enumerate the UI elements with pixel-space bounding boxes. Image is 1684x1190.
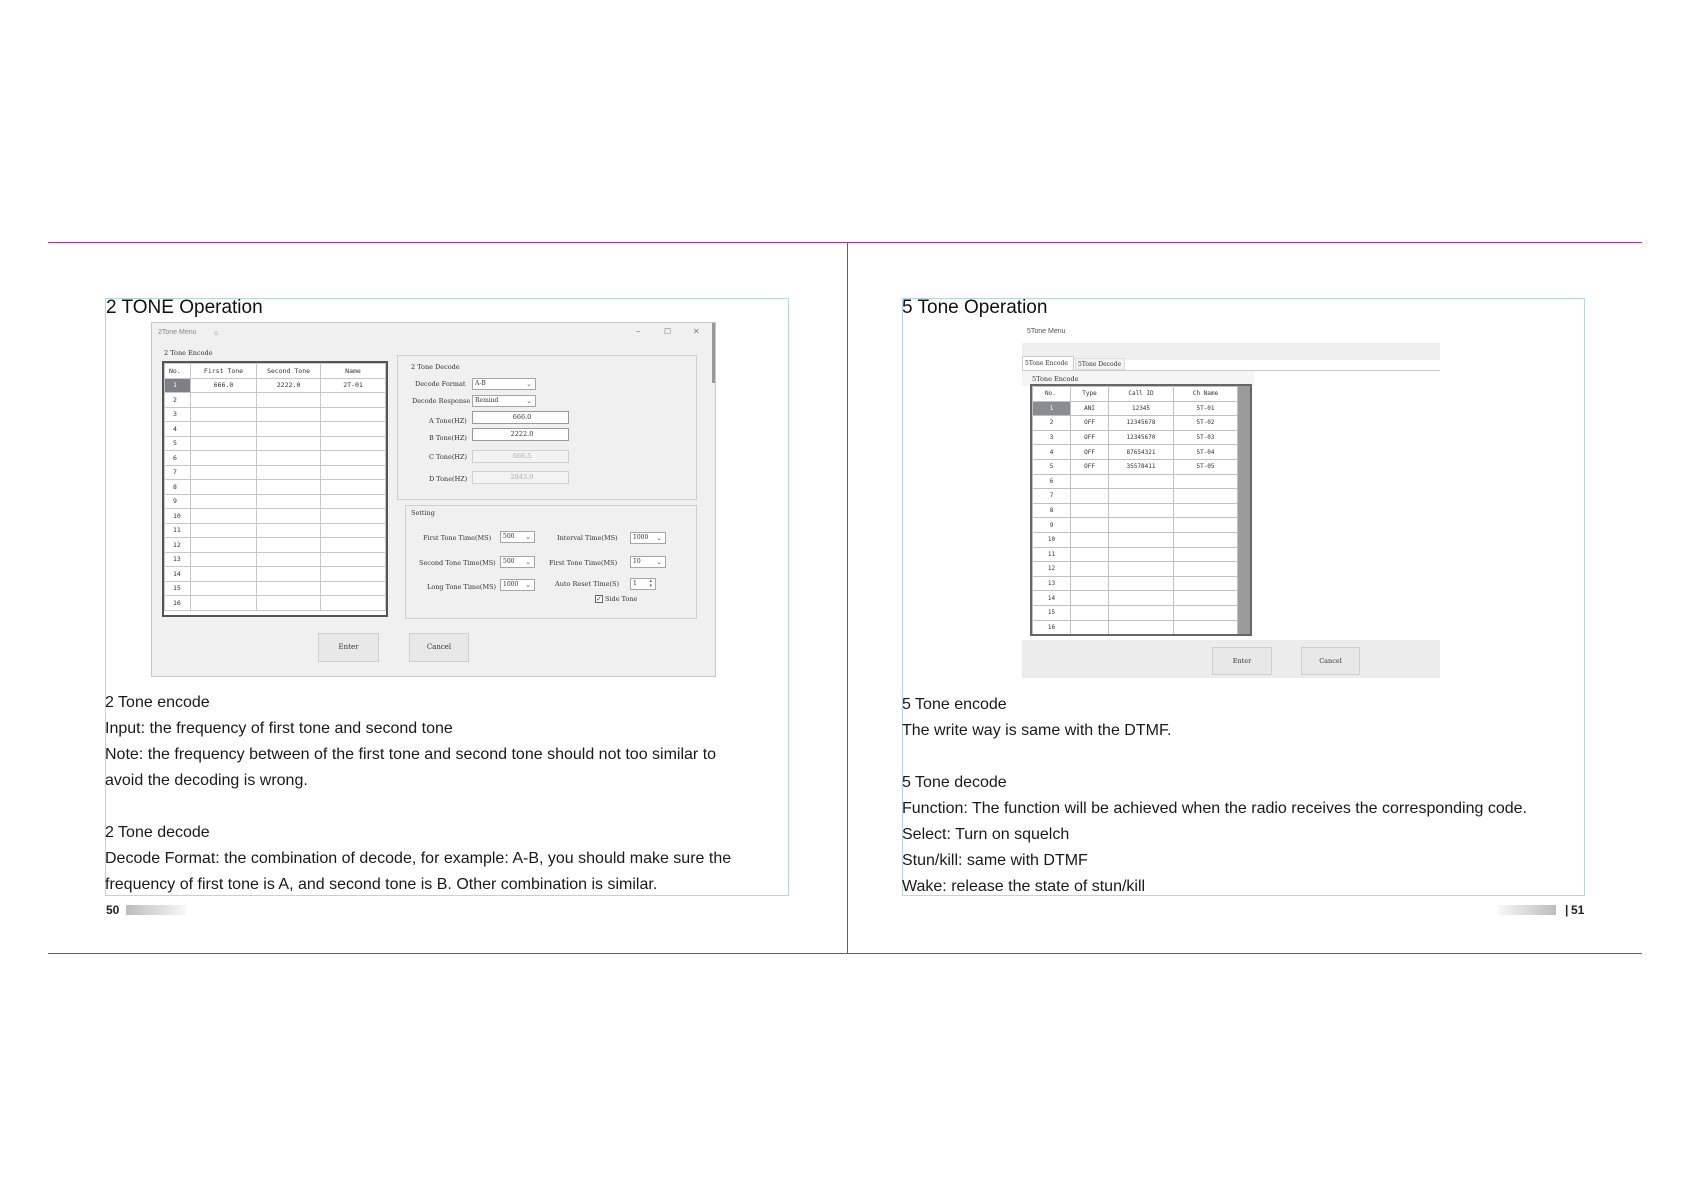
right-page-number: 51 — [1571, 903, 1585, 917]
cell-name[interactable] — [1174, 503, 1238, 518]
cell-no[interactable]: 6 — [165, 451, 191, 466]
cell-name[interactable] — [1174, 474, 1238, 489]
cell-type[interactable] — [1071, 605, 1109, 620]
cell-type[interactable]: ANI — [1071, 401, 1109, 416]
cell-first[interactable] — [191, 523, 257, 538]
table-row[interactable] — [165, 451, 386, 466]
cell-id[interactable] — [1109, 518, 1174, 533]
long-tone-time-select[interactable] — [500, 579, 535, 591]
cell-no[interactable]: 1 — [165, 378, 191, 393]
cancel-button[interactable]: Cancel — [409, 633, 469, 662]
cell-no[interactable]: 14 — [165, 567, 191, 582]
cell-first[interactable] — [191, 509, 257, 524]
text-line: 2 Tone encode — [105, 694, 210, 711]
cell-id[interactable]: 12345 — [1109, 401, 1174, 416]
cell-no[interactable]: 8 — [165, 480, 191, 495]
cell-type[interactable] — [1071, 562, 1109, 577]
cell-no[interactable]: 13 — [165, 552, 191, 567]
cell-type[interactable] — [1071, 576, 1109, 591]
chevron-down-icon: ⌄ — [525, 533, 531, 541]
bottom-rule — [48, 953, 1642, 954]
side-tone-checkbox[interactable]: ✓ — [596, 595, 602, 603]
cell-name[interactable]: 5T-03 — [1174, 430, 1238, 445]
cell-id[interactable] — [1109, 474, 1174, 489]
scrollbar-track[interactable] — [1238, 562, 1250, 577]
decode-format-value: A-B — [475, 380, 486, 387]
cell-name[interactable]: 5T-04 — [1174, 445, 1238, 460]
cell-second[interactable] — [257, 552, 321, 567]
cell-name[interactable] — [1174, 576, 1238, 591]
scrollbar-track[interactable] — [1238, 547, 1250, 562]
scrollbar-track[interactable] — [1238, 605, 1250, 620]
cell-id[interactable] — [1109, 562, 1174, 577]
cell-id[interactable]: 87654321 — [1109, 445, 1174, 460]
cell-name[interactable] — [1174, 547, 1238, 562]
long-tone-time-value: 1000 — [503, 581, 519, 588]
cell-no[interactable]: 7 — [1033, 489, 1071, 504]
minimize-icon[interactable]: – — [636, 327, 641, 337]
text-line: Stun/kill: same with DTMF — [902, 852, 1088, 869]
right-page-number-sep: | — [1565, 903, 1569, 917]
tab-5tone-decode[interactable] — [1075, 358, 1125, 370]
cell-second[interactable] — [257, 436, 321, 451]
cell-name[interactable] — [321, 523, 386, 538]
decode-response-value: Remind — [475, 397, 499, 404]
cell-name[interactable] — [1174, 489, 1238, 504]
table-row[interactable] — [1033, 605, 1250, 620]
tab-5tone-decode-label: 5Tone Decode — [1078, 361, 1122, 368]
cell-name[interactable] — [321, 436, 386, 451]
cell-second[interactable] — [257, 393, 321, 408]
cell-no[interactable]: 10 — [165, 509, 191, 524]
cell-second[interactable] — [257, 596, 321, 611]
cell-no[interactable]: 3 — [1033, 430, 1071, 445]
d-tone-label: D Tone(HZ) — [429, 475, 468, 483]
enter-button[interactable]: Enter — [1212, 647, 1272, 675]
table-row[interactable] — [165, 436, 386, 451]
cell-second[interactable] — [257, 509, 321, 524]
cell-first[interactable] — [191, 451, 257, 466]
enter-button[interactable]: Enter — [318, 633, 379, 662]
five-tone-menu-dialog — [1022, 322, 1440, 678]
table-row[interactable] — [165, 378, 386, 393]
table-row[interactable] — [1033, 562, 1250, 577]
right-page-title: 5 Tone Operation — [902, 297, 1048, 318]
long-tone-time-label: Long Tone Time(MS) — [427, 583, 497, 591]
decode-group-label: 2 Tone Decode — [411, 363, 460, 371]
cell-first[interactable] — [191, 407, 257, 422]
dialog-title: 5Tone Menu — [1027, 328, 1066, 335]
encode-header-first: First Tone — [191, 364, 257, 379]
cell-second[interactable] — [257, 494, 321, 509]
setting-group-label: Setting — [411, 509, 435, 517]
table-row[interactable] — [1033, 416, 1250, 431]
cell-id[interactable] — [1109, 576, 1174, 591]
scrollbar-track[interactable] — [1238, 489, 1250, 504]
text-line: frequency of first tone is A, and second tone is B. Other combination is similar. — [105, 876, 658, 893]
cell-first[interactable] — [191, 465, 257, 480]
first-tone-time-value: 500 — [503, 533, 515, 540]
text-line: avoid the decoding is wrong. — [105, 772, 308, 789]
decode-format-select[interactable] — [472, 378, 536, 390]
scrollbar-track[interactable] — [1238, 459, 1250, 474]
cell-name[interactable] — [321, 538, 386, 553]
cell-no[interactable]: 8 — [1033, 503, 1071, 518]
text-line: Input: the frequency of first tone and second tone — [105, 720, 453, 737]
cell-name[interactable] — [321, 422, 386, 437]
header-call-id: Call ID — [1109, 387, 1174, 402]
cell-second[interactable] — [257, 451, 321, 466]
cell-first[interactable] — [191, 393, 257, 408]
cell-no[interactable]: 13 — [1033, 576, 1071, 591]
cell-first[interactable] — [191, 494, 257, 509]
left-page-number: 50 — [106, 903, 120, 917]
scrollbar-track[interactable] — [1238, 503, 1250, 518]
encode-table[interactable] — [162, 361, 388, 617]
chevron-down-icon: ⌄ — [525, 581, 531, 589]
chevron-down-icon: ⌄ — [656, 534, 662, 542]
cell-second[interactable] — [257, 465, 321, 480]
cell-first[interactable]: 666.0 — [191, 378, 257, 393]
cell-no[interactable]: 9 — [1033, 518, 1071, 533]
c-tone-label: C Tone(HZ) — [429, 453, 468, 461]
cell-second[interactable]: 2222.0 — [257, 378, 321, 393]
cell-first[interactable] — [191, 567, 257, 582]
right-page-number-bar — [1498, 905, 1556, 915]
cell-type[interactable] — [1071, 532, 1109, 547]
right-body-text — [902, 692, 1527, 900]
cell-id[interactable] — [1109, 503, 1174, 518]
table-row[interactable] — [1033, 591, 1250, 606]
text-line: Decode Format: the combination of decode, for example: A-B, you should make sure the — [105, 850, 732, 867]
scrollbar-track[interactable] — [1238, 445, 1250, 460]
header-ch-name: Ch Name — [1174, 387, 1238, 402]
cell-name[interactable] — [321, 407, 386, 422]
cell-name[interactable] — [1174, 518, 1238, 533]
table-row[interactable] — [165, 494, 386, 509]
cell-no[interactable]: 2 — [1033, 416, 1071, 431]
cell-id[interactable] — [1109, 489, 1174, 504]
first-tone-time2-select[interactable] — [630, 556, 666, 568]
cell-name[interactable] — [1174, 620, 1238, 635]
table-row[interactable] — [165, 393, 386, 408]
cell-type[interactable] — [1071, 503, 1109, 518]
page-divider — [847, 242, 848, 954]
cell-first[interactable] — [191, 436, 257, 451]
cell-no[interactable]: 6 — [1033, 474, 1071, 489]
cell-type[interactable] — [1071, 591, 1109, 606]
chevron-down-icon: ⌄ — [526, 380, 532, 388]
cell-name[interactable]: 5T-02 — [1174, 416, 1238, 431]
cell-second[interactable] — [257, 538, 321, 553]
scrollbar-track[interactable] — [1238, 401, 1250, 416]
cell-no[interactable]: 12 — [165, 538, 191, 553]
text-line: 5 Tone encode — [902, 696, 1007, 713]
cell-second[interactable] — [257, 480, 321, 495]
cell-name[interactable]: 5T-05 — [1174, 459, 1238, 474]
cell-first[interactable] — [191, 596, 257, 611]
cell-no[interactable]: 16 — [165, 596, 191, 611]
decode-format-label: Decode Format — [415, 380, 466, 388]
cell-id[interactable]: 12345678 — [1109, 416, 1174, 431]
spinner-arrows-icon: ▴ ▾ — [649, 578, 652, 589]
cell-name[interactable] — [321, 465, 386, 480]
table-row[interactable] — [165, 465, 386, 480]
table-row[interactable] — [165, 596, 386, 611]
table-row[interactable] — [1033, 547, 1250, 562]
cell-no[interactable]: 5 — [165, 436, 191, 451]
encode-header-name: Name — [321, 364, 386, 379]
cell-no[interactable]: 15 — [165, 581, 191, 596]
cell-id[interactable] — [1109, 620, 1174, 635]
scrollbar-track[interactable] — [1238, 576, 1250, 591]
first-tone-time-select[interactable] — [500, 531, 535, 543]
table-row[interactable] — [165, 407, 386, 422]
table-row[interactable] — [165, 567, 386, 582]
text-line: 2 Tone decode — [105, 824, 210, 841]
text-line: The write way is same with the DTMF. — [902, 722, 1172, 739]
left-body-text — [105, 690, 731, 898]
table-row[interactable] — [1033, 503, 1250, 518]
first-tone-time2-value: 10 — [633, 558, 641, 565]
cell-no[interactable]: 16 — [1033, 620, 1071, 635]
encode-header-second: Second Tone — [257, 364, 321, 379]
chevron-down-icon: ⌄ — [656, 558, 662, 566]
encode-group-label: 5Tone Encode — [1032, 375, 1079, 383]
cell-first[interactable] — [191, 538, 257, 553]
scrollbar-track[interactable] — [1238, 532, 1250, 547]
close-icon[interactable]: ✕ — [693, 327, 700, 336]
encode-header-no: No. — [165, 364, 191, 379]
auto-reset-value: 1 — [633, 580, 637, 587]
text-line: Note: the frequency between of the first tone and second tone should not too similar to — [105, 746, 717, 763]
encode-group-label: 2 Tone Encode — [164, 349, 213, 357]
cell-first[interactable] — [191, 581, 257, 596]
table-row[interactable] — [1033, 576, 1250, 591]
table-row[interactable] — [1033, 532, 1250, 547]
auto-reset-spinner[interactable] — [630, 578, 656, 590]
table-row[interactable] — [1033, 430, 1250, 445]
text-line: 5 Tone decode — [902, 774, 1007, 791]
dialog-title: 2Tone Menu — [158, 329, 197, 336]
header-no: No. — [1033, 387, 1071, 402]
cell-no[interactable]: 12 — [1033, 562, 1071, 577]
cell-name[interactable] — [1174, 532, 1238, 547]
cell-type[interactable] — [1071, 547, 1109, 562]
tab-5tone-encode[interactable] — [1022, 356, 1074, 370]
cell-first[interactable] — [191, 552, 257, 567]
cell-name[interactable] — [321, 451, 386, 466]
text-line: Select: Turn on squelch — [902, 826, 1070, 843]
cell-type[interactable]: OFF — [1071, 459, 1109, 474]
interval-time-value: 1000 — [633, 534, 649, 541]
cell-name[interactable] — [321, 494, 386, 509]
cell-type[interactable] — [1071, 474, 1109, 489]
top-rule — [48, 242, 1642, 243]
text-line — [105, 794, 731, 820]
scrollbar-track[interactable] — [1238, 430, 1250, 445]
interval-time-label: Interval Time(MS) — [557, 534, 618, 542]
cell-id[interactable]: 35578411 — [1109, 459, 1174, 474]
scrollbar-track[interactable] — [1238, 474, 1250, 489]
table-row[interactable] — [165, 422, 386, 437]
second-tone-time-label: Second Tone Time(MS) — [419, 559, 496, 567]
cell-type[interactable] — [1071, 518, 1109, 533]
cell-type[interactable]: OFF — [1071, 445, 1109, 460]
cell-name[interactable]: 2T-01 — [321, 378, 386, 393]
decode-response-select[interactable] — [472, 395, 536, 407]
cell-name[interactable] — [321, 596, 386, 611]
table-row[interactable] — [165, 552, 386, 567]
table-row[interactable] — [1033, 445, 1250, 460]
tab-5tone-encode-label: 5Tone Encode — [1025, 360, 1068, 367]
table-row[interactable] — [1033, 620, 1250, 635]
b-tone-input[interactable]: 2222.0 — [472, 428, 569, 441]
table-row[interactable] — [165, 538, 386, 553]
cell-no[interactable]: 14 — [1033, 591, 1071, 606]
cell-id[interactable] — [1109, 591, 1174, 606]
cell-no[interactable]: 11 — [1033, 547, 1071, 562]
cell-id[interactable] — [1109, 547, 1174, 562]
maximize-icon[interactable]: ☐ — [664, 327, 672, 336]
table-row[interactable] — [165, 581, 386, 596]
text-line: Wake: release the state of stun/kill — [902, 878, 1146, 895]
dialog-title-mark: u — [214, 329, 219, 337]
cell-name[interactable] — [1174, 591, 1238, 606]
scrollbar-track[interactable] — [1238, 416, 1250, 431]
cell-no[interactable]: 9 — [165, 494, 191, 509]
cancel-button[interactable]: Cancel — [1301, 647, 1360, 675]
table-row[interactable] — [1033, 489, 1250, 504]
cell-type[interactable] — [1071, 620, 1109, 635]
cell-no[interactable]: 15 — [1033, 605, 1071, 620]
cell-id[interactable] — [1109, 605, 1174, 620]
scrollbar-track[interactable] — [1238, 620, 1250, 635]
cell-second[interactable] — [257, 581, 321, 596]
header-type: Type — [1071, 387, 1109, 402]
cell-id[interactable]: 12345670 — [1109, 430, 1174, 445]
interval-time-select[interactable] — [630, 532, 666, 544]
cell-name[interactable] — [321, 480, 386, 495]
auto-reset-label: Auto Reset Time(S) — [555, 580, 620, 588]
d-tone-input: 2843.0 — [472, 471, 569, 484]
cell-name[interactable] — [1174, 562, 1238, 577]
left-page-title: 2 TONE Operation — [106, 297, 263, 318]
scrollbar-track[interactable] — [1238, 518, 1250, 533]
left-page-number-bar — [126, 905, 186, 915]
text-line: Function: The function will be achieved when the radio receives the corresponding code. — [902, 800, 1527, 817]
cell-second[interactable] — [257, 407, 321, 422]
side-tone-label: Side Tone — [605, 595, 638, 603]
cell-type[interactable]: OFF — [1071, 416, 1109, 431]
c-tone-input: 666.5 — [472, 450, 569, 463]
cell-no[interactable]: 5 — [1033, 459, 1071, 474]
cell-name[interactable] — [1174, 605, 1238, 620]
cell-no[interactable]: 4 — [165, 422, 191, 437]
five-tone-table[interactable] — [1030, 384, 1252, 636]
table-row[interactable] — [1033, 401, 1250, 416]
cell-name[interactable] — [321, 509, 386, 524]
cell-no[interactable]: 3 — [165, 407, 191, 422]
cell-no[interactable]: 1 — [1033, 401, 1071, 416]
cell-first[interactable] — [191, 480, 257, 495]
scrollbar-track[interactable] — [1238, 591, 1250, 606]
decode-response-label: Decode Response — [412, 397, 471, 405]
chevron-down-icon: ⌄ — [525, 558, 531, 566]
cell-no[interactable]: 2 — [165, 393, 191, 408]
b-tone-label: B Tone(HZ) — [429, 434, 467, 442]
table-row[interactable] — [165, 509, 386, 524]
cell-first[interactable] — [191, 422, 257, 437]
text-line — [902, 744, 1527, 770]
cell-no[interactable]: 11 — [165, 523, 191, 538]
cell-second[interactable] — [257, 422, 321, 437]
two-tone-menu-dialog — [151, 322, 716, 677]
table-row[interactable] — [165, 480, 386, 495]
table-row[interactable] — [1033, 459, 1250, 474]
cell-id[interactable] — [1109, 532, 1174, 547]
chevron-down-icon: ⌄ — [526, 397, 532, 405]
cell-type[interactable]: OFF — [1071, 430, 1109, 445]
cell-second[interactable] — [257, 523, 321, 538]
cell-name[interactable] — [321, 581, 386, 596]
a-tone-input[interactable]: 666.0 — [472, 411, 569, 424]
second-tone-time-value: 500 — [503, 558, 515, 565]
table-row[interactable] — [1033, 518, 1250, 533]
table-row[interactable] — [1033, 474, 1250, 489]
cell-name[interactable] — [321, 552, 386, 567]
cell-no[interactable]: 7 — [165, 465, 191, 480]
cell-name[interactable] — [321, 567, 386, 582]
table-row[interactable] — [165, 523, 386, 538]
cell-name[interactable] — [321, 393, 386, 408]
second-tone-time-select[interactable] — [500, 556, 535, 568]
cell-type[interactable] — [1071, 489, 1109, 504]
first-tone-time2-label: First Tone Time(MS) — [549, 559, 618, 567]
a-tone-label: A Tone(HZ) — [429, 417, 467, 425]
cell-second[interactable] — [257, 567, 321, 582]
cell-name[interactable]: 5T-01 — [1174, 401, 1238, 416]
first-tone-time-label: First Tone Time(MS) — [423, 534, 492, 542]
cell-no[interactable]: 4 — [1033, 445, 1071, 460]
cell-no[interactable]: 10 — [1033, 532, 1071, 547]
